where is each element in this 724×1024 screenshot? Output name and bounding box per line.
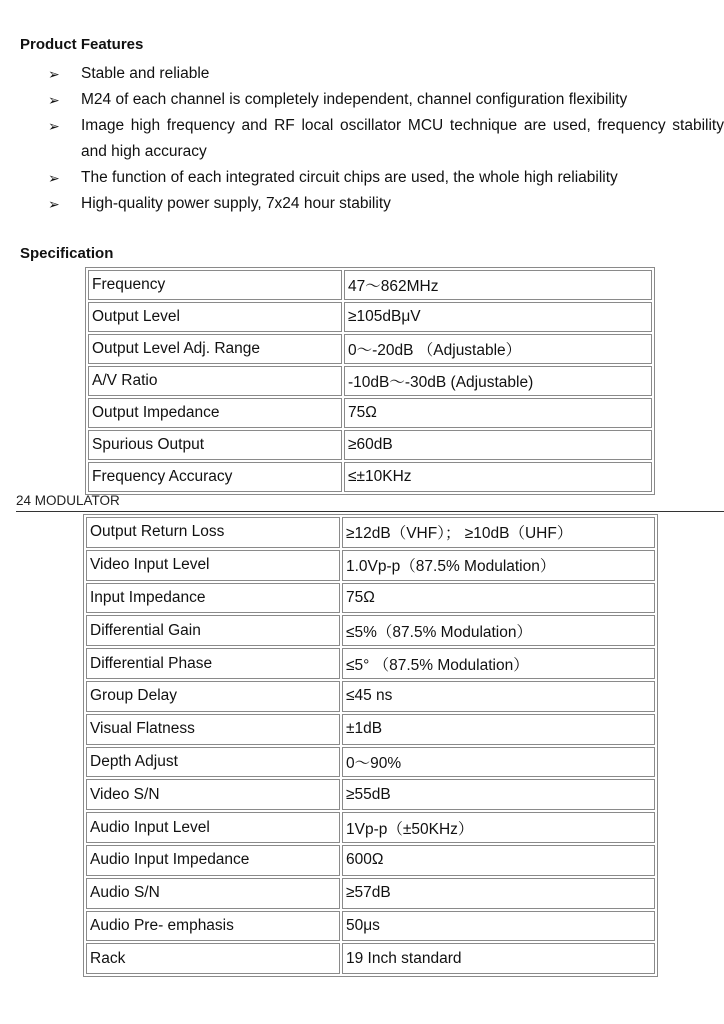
spec-value: 75Ω — [344, 398, 652, 428]
table-row — [86, 648, 655, 679]
spec-parameter: Audio Pre- emphasis — [86, 911, 340, 942]
spec-parameter: Input Impedance — [86, 583, 340, 614]
spec-value: ≤5%（87.5% Modulation） — [342, 615, 655, 646]
spec-parameter: Group Delay — [86, 681, 340, 712]
feature-list — [48, 61, 724, 217]
product-features-heading: Product Features — [20, 36, 144, 53]
spec-parameter: Output Impedance — [88, 398, 342, 428]
spec-parameter: Audio Input Level — [86, 812, 340, 843]
table-row — [86, 615, 655, 646]
table-row — [86, 779, 655, 810]
spec-value: 47～862MHz — [344, 270, 652, 300]
feature-item — [48, 165, 724, 191]
spec-parameter: Video Input Level — [86, 550, 340, 581]
spec-parameter: Differential Gain — [86, 615, 340, 646]
spec-value: ≤45 ns — [342, 681, 655, 712]
arrow-bullet-icon: ➢ — [48, 196, 60, 212]
table-row — [88, 366, 652, 396]
feature-text: Image high frequency and RF local oscillator MCU technique are used, frequency stability and high accuracy — [81, 117, 724, 160]
spec-parameter: Frequency Accuracy — [88, 462, 342, 492]
arrow-bullet-icon: ➢ — [48, 92, 60, 108]
feature-item — [48, 191, 724, 217]
spec-parameter: Differential Phase — [86, 648, 340, 679]
spec-parameter: Audio Input Impedance — [86, 845, 340, 876]
spec-table-2 — [83, 514, 658, 977]
spec-parameter: Output Level Adj. Range — [88, 334, 342, 364]
feature-text: The function of each integrated circuit chips are used, the whole high reliability — [81, 169, 618, 186]
table-row — [86, 943, 655, 974]
table-row — [86, 845, 655, 876]
table-row — [86, 583, 655, 614]
table-row — [86, 747, 655, 778]
feature-text: Stable and reliable — [81, 65, 210, 82]
spec-value: ≥12dB（VHF）； ≥10dB（UHF） — [342, 517, 655, 548]
feature-item — [48, 61, 724, 87]
header-divider — [16, 511, 724, 512]
spec-value: ≥57dB — [342, 878, 655, 909]
spec-value: 0～-20dB （Adjustable） — [344, 334, 652, 364]
spec-parameter: Visual Flatness — [86, 714, 340, 745]
spec-value: ≤±10KHz — [344, 462, 652, 492]
feature-item — [48, 87, 724, 113]
spec-parameter: Output Level — [88, 302, 342, 332]
spec-value: ≥60dB — [344, 430, 652, 460]
spec-value: 50μs — [342, 911, 655, 942]
spec-parameter: Rack — [86, 943, 340, 974]
table-row — [86, 517, 655, 548]
spec-value: ≤5° （87.5% Modulation） — [342, 648, 655, 679]
spec-parameter: Video S/N — [86, 779, 340, 810]
spec-table-1 — [85, 267, 655, 495]
table-row — [88, 302, 652, 332]
table-row — [88, 430, 652, 460]
spec-parameter: Spurious Output — [88, 430, 342, 460]
feature-text: High-quality power supply, 7x24 hour stability — [81, 195, 391, 212]
spec-parameter: Output Return Loss — [86, 517, 340, 548]
spec-value: 600Ω — [342, 845, 655, 876]
spec-value: -10dB～-30dB (Adjustable) — [344, 366, 652, 396]
spec-parameter: Audio S/N — [86, 878, 340, 909]
table-row — [86, 812, 655, 843]
specification-heading: Specification — [20, 245, 114, 262]
spec-value: ≥105dBμV — [344, 302, 652, 332]
spec-parameter: Frequency — [88, 270, 342, 300]
feature-item — [48, 113, 724, 165]
spec-value: 1.0Vp-p（87.5% Modulation） — [342, 550, 655, 581]
table-row — [86, 681, 655, 712]
spec-value: ≥55dB — [342, 779, 655, 810]
page-header: 24 MODULATOR — [16, 493, 120, 508]
table-row — [88, 270, 652, 300]
table-row — [88, 462, 652, 492]
spec-value: 19 Inch standard — [342, 943, 655, 974]
table-row — [86, 911, 655, 942]
spec-value: 1Vp-p（±50KHz） — [342, 812, 655, 843]
table-row — [86, 878, 655, 909]
spec-value: 0～90% — [342, 747, 655, 778]
table-row — [86, 714, 655, 745]
table-row — [86, 550, 655, 581]
arrow-bullet-icon: ➢ — [48, 118, 60, 134]
spec-parameter: Depth Adjust — [86, 747, 340, 778]
arrow-bullet-icon: ➢ — [48, 170, 60, 186]
spec-parameter: A/V Ratio — [88, 366, 342, 396]
spec-value: 75Ω — [342, 583, 655, 614]
spec-value: ±1dB — [342, 714, 655, 745]
feature-text: M24 of each channel is completely independent, channel configuration flexibility — [81, 91, 628, 108]
table-row — [88, 398, 652, 428]
table-row — [88, 334, 652, 364]
arrow-bullet-icon: ➢ — [48, 66, 60, 82]
